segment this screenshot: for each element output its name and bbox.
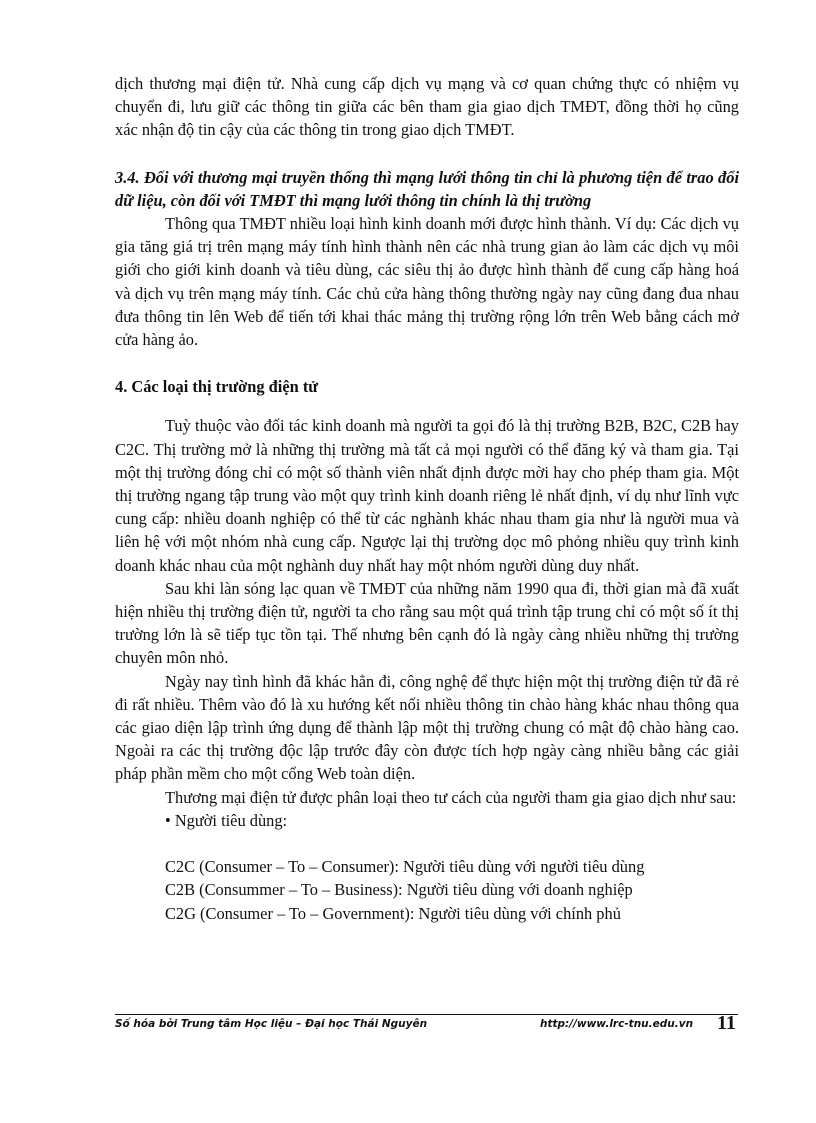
list-item-c2b: C2B (Consummer – To – Business): Người tiêu dùng với doanh nghiệp — [165, 880, 633, 900]
list-item-c2g: C2G (Consumer – To – Government): Người tiêu dùng với chính phủ — [165, 903, 621, 923]
bullet-consumer: • Người tiêu dùng: — [165, 810, 288, 830]
paragraph-optimism-wave: Sau khi làn sóng lạc quan về TMĐT của những năm 1990 qua đi, thời gian mà đã xuất hiện nhiều thị trường điện tử, người ta cho rằng sau một quá trình tập trung chỉ có một số ít thị trường lớn là sẽ tiếp tục tồn tại. Thế nhưng bên cạnh đó là ngày càng nhiều những thị trường chuyên môn nhỏ. — [115, 578, 739, 668]
footer-divider — [115, 1014, 738, 1015]
list-item-c2c: C2C (Consumer – To – Consumer): Người tiêu dùng với người tiêu dùng — [165, 857, 645, 877]
paragraph-3-4: Thông qua TMĐT nhiều loại hình kinh doanh mới được hình thành. Ví dụ: Các dịch vụ gia tăng giá trị trên mạng máy tính hình thành nên các nhà trung gian ảo làm các dịch vụ môi giới cho giới kinh doanh và tiêu dùng, các siêu thị ảo được hình thành để cung cấp hàng hoá và dịch vụ trên mạng máy tính. Các chủ cửa hàng thông thường ngày nay cũng đang đua nhau đưa thông tin lên Web để tiến tới khai thác mảng thị trường rộng lớn trên Web bằng cách mở cửa hàng ảo. — [115, 214, 739, 350]
section-heading-4: 4. Các loại thị trường điện tử — [115, 377, 319, 397]
page-number: 11 — [717, 1012, 736, 1034]
section-heading-3-4: 3.4. Đối với thương mại truyền thống thì mạng lưới thông tin chỉ là phương tiện để trao đổi dữ liệu, còn đối với TMĐT thì mạng lưới thông tin chính là thị trường — [115, 167, 739, 210]
paragraph-intro: dịch thương mại điện tử. Nhà cung cấp dịch vụ mạng và cơ quan chứng thực có nhiệm vụ chuyển đi, lưu giữ các thông tin giữa các bên tham gia giao dịch TMĐT, đồng thời họ cũng xác nhận độ tin cậy của các thông tin trong giao dịch TMĐT. — [115, 74, 739, 140]
document-body — [115, 72, 739, 925]
blank-line — [115, 832, 739, 855]
footer-url: http://www.lrc-tnu.edu.vn — [540, 1018, 694, 1030]
paragraph-classification: Thương mại điện tử được phân loại theo tư cách của người tham gia giao dịch như sau: — [165, 787, 737, 807]
paragraph-market-types: Tuỳ thuộc vào đối tác kinh doanh mà người ta gọi đó là thị trường B2B, B2C, C2B hay C2C. Thị trường mở là những thị trường mà tất cả mọi người có thể đăng ký và tham gia. Tại một thị trường đóng chỉ có một số thành viên nhất định được mời hay cho phép tham gia. Một thị trường ngang tập trung vào một quy trình kinh doanh riêng lẻ nhất định, ví dụ như lĩnh vực cung cấp: nhiều doanh nghiệp có thể từ các nghành khác nhau tham gia như là người mua và liên hệ với một nhóm nhà cung cấp. Ngược lại thị trường dọc mô phỏng nhiều quy trình kinh doanh khác nhau của một nghành duy nhất hay một nhóm người dùng duy nhất. — [115, 416, 739, 575]
paragraph-technology: Ngày nay tình hình đã khác hẳn đi, công nghệ để thực hiện một thị trường điện tử đã rẻ đi rất nhiều. Thêm vào đó là xu hướng kết nối nhiều thông tin chào hàng khác nhau thông qua các giao diện lập trình ứng dụng để thành lập một thị trường chung có mật độ chào hàng cao. Ngoài ra các thị trường độc lập trước đây còn được tích hợp ngày càng nhiều bằng các giải pháp phần mềm cho một cổng Web toàn diện. — [115, 671, 739, 784]
footer-source: Số hóa bởi Trung tâm Học liệu – Đại học Thái Nguyên — [115, 1018, 428, 1030]
